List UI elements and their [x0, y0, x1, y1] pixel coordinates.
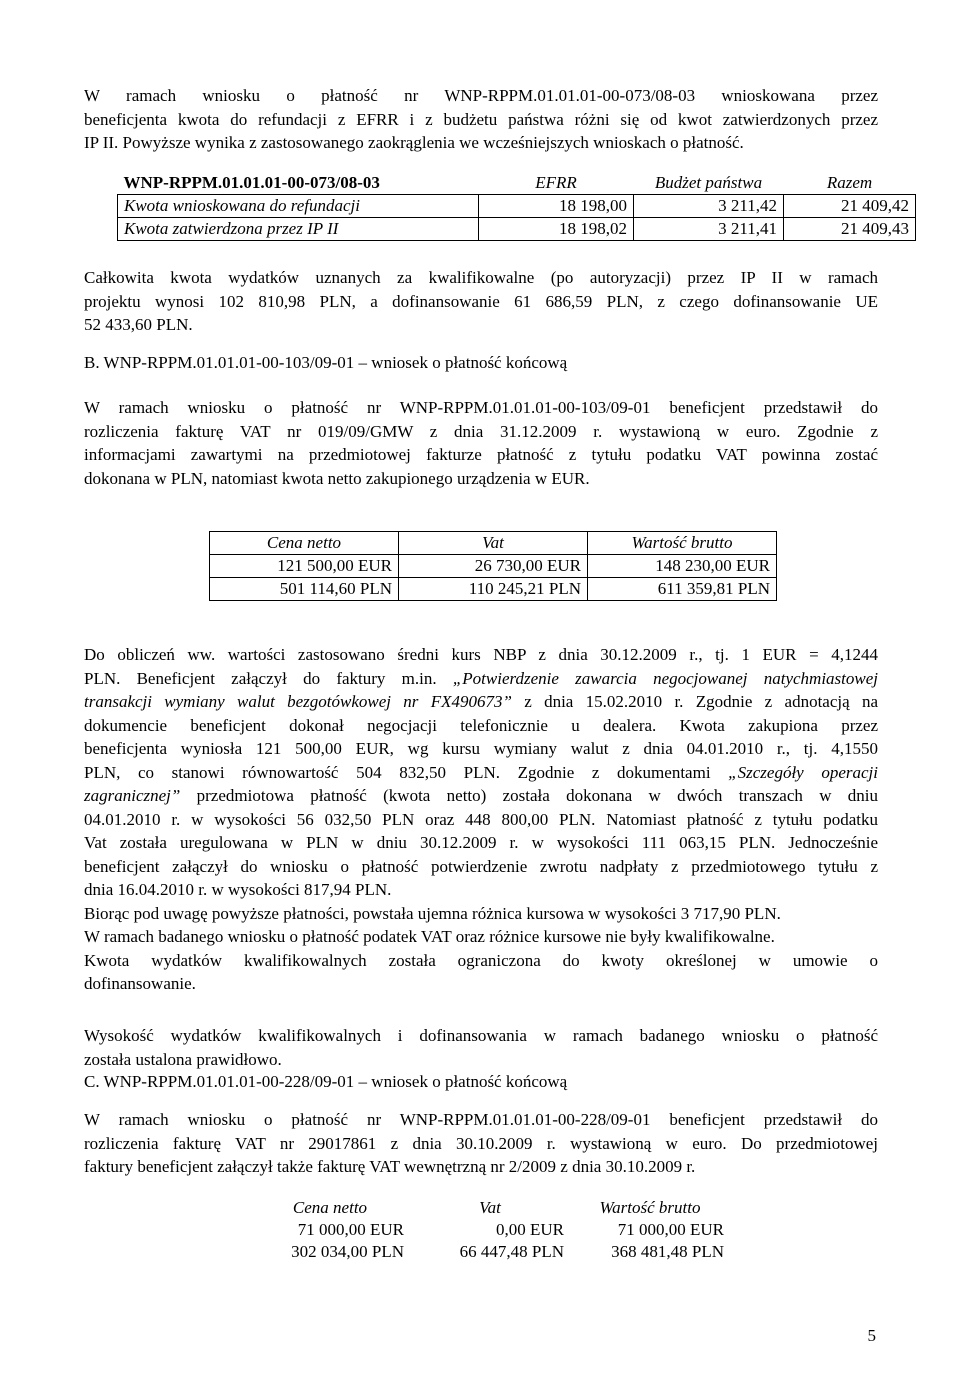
table-cell: 71 000,00 EUR [297, 1220, 404, 1239]
table-header-row [250, 1197, 730, 1219]
table-row [210, 555, 777, 578]
text-line: Kwota wydatków kwalifikowalnych została ograniczona do kwoty określonej w umowie o [84, 950, 878, 970]
table-header-cell: Vat [399, 532, 588, 555]
text-line: rozliczenia fakturę VAT nr 019/09/GMW z dnia 31.12.2009 r. wystawioną w euro. Zgodnie z [84, 421, 878, 441]
table-header-row [118, 172, 916, 195]
document-title-run: „Potwierdzenie zawarcia negocjowanej natychmiastowej [452, 668, 878, 688]
text-run: przedmiotowa płatność (kwota netto) została dokonana w dwóch transzach w dniu [180, 786, 878, 805]
paragraph-intro [84, 84, 878, 155]
paragraph-invoice-b [84, 396, 878, 490]
table-row [250, 1219, 730, 1241]
table-cell: 21 409,42 [784, 195, 916, 218]
text-line: beneficjent załączył do wniosku o płatność potwierdzenie zwrotu nadpłaty z przedmiotowego tytułu z [84, 856, 878, 876]
table-cell: 110 245,21 PLN [399, 578, 588, 601]
text-line: informacjami zawartymi na przedmiotowej fakturze płatność z tytułu podatku VAT powinna zostać [84, 445, 878, 464]
table-header-cell: Budżet państwa [654, 173, 763, 192]
table-cell: 148 230,00 EUR [588, 555, 777, 578]
text-line [84, 667, 878, 691]
section-heading-b: B. WNP-RPPM.01.01.01-00-103/09-01 – wniosek o płatność końcową [84, 353, 568, 372]
text-line: dokumencie beneficjent dokonał negocjacji telefonicznie u dealera. Kwota zakupiona przez [84, 715, 878, 735]
text-line: Wysokość wydatków kwalifikowalnych i dofinansowania w ramach badanego wniosku o płatność [84, 1026, 878, 1045]
table-header-cell: Vat [479, 1198, 501, 1217]
text-line: W ramach wniosku o płatność nr WNP-RPPM.01.01.01-00-073/08-03 wnioskowana przez [84, 86, 878, 105]
text-line [84, 690, 878, 714]
text-run: z dnia 15.02.2010 r. Zgodnie z adnotacją na [511, 692, 879, 711]
text-line: 52 433,60 PLN. [84, 315, 193, 334]
table-cell: 18 198,00 [479, 195, 634, 218]
text-line: dokonana w PLN, natomiast kwota netto zakupionego urządzenia w EUR. [84, 468, 590, 488]
table-header-cell: Cena netto [292, 1198, 368, 1217]
table-cell: 18 198,02 [479, 218, 634, 241]
text-run: PLN, co stanowi równowartość 504 832,50 PLN. Zgodnie z dokumentami [84, 762, 729, 782]
table-cell: 71 000,00 EUR [617, 1220, 724, 1239]
table-header-cell: EFRR [535, 173, 577, 192]
refund-comparison-table [117, 172, 916, 241]
text-line: beneficjenta kwota do refundacji z EFRR i z budżetu państwa różni się od kwot zatwierdzonych przez [84, 109, 878, 129]
text-line: Vat została uregulowana w PLN w dniu 30.12.2009 r. w wysokości 111 063,15 PLN. Jednocześnie [84, 833, 878, 852]
text-line: faktury beneficjent załączył także fakturę VAT wewnętrzną nr 2/2009 z dnia 30.10.2009 r. [84, 1157, 696, 1176]
table-row [118, 195, 916, 218]
table-cell: 0,00 EUR [496, 1220, 564, 1239]
table-cell: 501 114,60 PLN [210, 578, 399, 601]
text-line [84, 784, 878, 808]
paragraph-total-eligible [84, 266, 878, 337]
table-header-cell: WNP-RPPM.01.01.01-00-073/08-03 [123, 173, 380, 192]
table-header-row [210, 532, 777, 555]
table-row [210, 578, 777, 601]
text-line: IP II. Powyższe wynika z zastosowanego zaokrąglenia we wcześniejszych wnioskach o płatność. [84, 133, 744, 152]
table-header-cell: Razem [826, 173, 873, 192]
table-row [250, 1241, 730, 1263]
section-heading-c: C. WNP-RPPM.01.01.01-00-228/09-01 – wniosek o płatność końcową [84, 1072, 568, 1091]
text-line: Biorąc pod uwagę powyższe płatności, powstała ujemna różnica kursowa w wysokości 3 717,90 PLN. [84, 903, 781, 923]
document-title-run: transakcji wymiany walut bezgotówkowej nr FX490673” [84, 692, 512, 711]
text-line: 04.01.2010 r. w wysokości 56 032,50 PLN oraz 448 800,00 PLN. Natomiast płatność z tytułu podatku [84, 809, 878, 829]
paragraph-conclusion-b [84, 1024, 878, 1071]
text-line: projektu wynosi 102 810,98 PLN, a dofinansowanie 61 686,59 PLN, z czego dofinansowanie UE [84, 291, 878, 311]
document-title-run: „Szczegóły operacji [728, 762, 878, 782]
page-number: 5 [867, 1326, 876, 1345]
text-line: beneficjenta wyniosła 121 500,00 EUR, wg kursu wymiany walut z dnia 04.01.2010 r., tj. 4,1550 [84, 739, 878, 758]
text-line: dofinansowanie. [84, 974, 196, 993]
text-line [84, 761, 878, 785]
text-line: W ramach wniosku o płatność nr WNP-RPPM.01.01.01-00-103/09-01 beneficjent przedstawił do [84, 398, 878, 417]
text-line: została ustalona prawidłowo. [84, 1049, 282, 1069]
document-title-run: zagranicznej” [84, 786, 181, 805]
text-run: PLN. Beneficjent załączył do faktury m.in. [84, 668, 453, 688]
table-header-cell: Cena netto [210, 532, 399, 555]
invoice-values-table-c [250, 1197, 730, 1263]
table-cell: 368 481,48 PLN [611, 1242, 724, 1261]
text-line: W ramach wniosku o płatność nr WNP-RPPM.01.01.01-00-228/09-01 beneficjent przedstawił do [84, 1110, 878, 1129]
text-line: W ramach badanego wniosku o płatność podatek VAT oraz różnice kursowe nie były kwalifikowalne. [84, 927, 775, 946]
table-cell: 26 730,00 EUR [399, 555, 588, 578]
table-cell: 21 409,43 [784, 218, 916, 241]
text-line: Do obliczeń ww. wartości zastosowano średni kurs NBP z dnia 30.12.2009 r., tj. 1 EUR = 4,1244 [84, 645, 878, 664]
table-cell: 302 034,00 PLN [291, 1242, 404, 1261]
table-cell: 3 211,42 [634, 195, 784, 218]
invoice-values-table-b [209, 531, 777, 601]
table-cell: 121 500,00 EUR [210, 555, 399, 578]
table-header-cell: Wartość brutto [588, 532, 777, 555]
text-line: Całkowita kwota wydatków uznanych za kwalifikowalne (po autoryzacji) przez IP II w ramach [84, 268, 878, 287]
paragraph-exchange-rate [84, 643, 878, 996]
table-header-cell: Wartość brutto [599, 1198, 701, 1217]
paragraph-invoice-c [84, 1108, 878, 1179]
table-cell: 66 447,48 PLN [459, 1242, 564, 1261]
text-line: dnia 16.04.2010 r. w wysokości 817,94 PLN. [84, 880, 392, 899]
text-line: rozliczenia fakturę VAT nr 29017861 z dnia 30.10.2009 r. wystawioną w euro. Do przedmiotowej [84, 1133, 878, 1153]
table-cell: 611 359,81 PLN [588, 578, 777, 601]
table-row [118, 218, 916, 241]
table-cell: 3 211,41 [634, 218, 784, 241]
table-cell: Kwota zatwierdzona przez IP II [118, 218, 479, 241]
table-cell: Kwota wnioskowana do refundacji [118, 195, 479, 218]
